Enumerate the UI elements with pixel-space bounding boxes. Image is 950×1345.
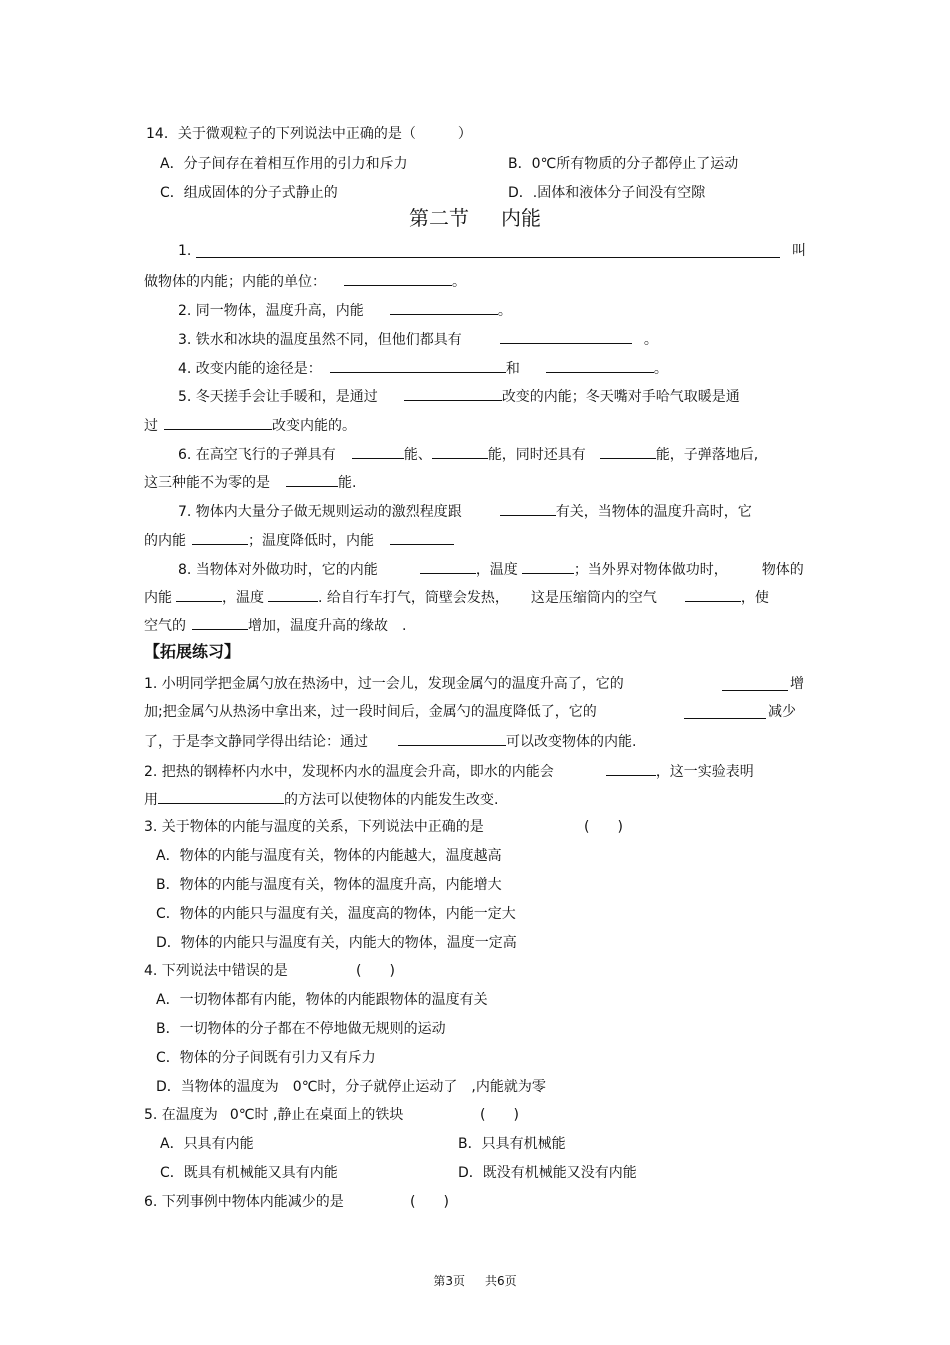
- q14-stem: 14．关于微观粒子的下列说法中正确的是（ ）: [146, 126, 472, 142]
- ex-1-line3: 了，于是李文静同学得出结论：通过 可以改变物体的内能.: [144, 730, 636, 752]
- ex-4-option-d: D．当物体的温度为 0℃时，分子就停止运动了 ,内能就为零: [156, 1079, 546, 1095]
- fill-8-blank-e[interactable]: [685, 586, 741, 602]
- ex-5-stem: 5. 在温度为 0℃时 ,静止在桌面上的铁块: [144, 1107, 404, 1123]
- page-total: 共6页: [485, 1274, 517, 1288]
- page-number: 第3页: [433, 1274, 465, 1288]
- fill-4-blank-b[interactable]: [546, 357, 654, 373]
- expand-section-title: 【拓展练习】: [144, 642, 241, 661]
- fill-8: 8. 当物体对外做功时，它的内能 ，温度 ；当外界对物体做功时， 物体的: [178, 558, 804, 580]
- ex-4-option-a: A．一切物体都有内能，物体的内能跟物体的温度有关: [156, 992, 488, 1008]
- ex-2-blank-a[interactable]: [606, 760, 656, 776]
- ex-1-end: 增: [790, 676, 804, 692]
- q14-option-b: B．0℃所有物质的分子都停止了运动: [508, 156, 739, 172]
- page-footer: [0, 1272, 950, 1289]
- ex-1-blank-c[interactable]: [398, 730, 506, 746]
- ex-3-option-a: A．物体的内能与温度有关，物体的内能越大，温度越高: [156, 848, 502, 864]
- fill-7-blank-a[interactable]: [500, 500, 556, 516]
- fill-7-cont: 的内能 ；温度降低时，内能: [144, 529, 454, 551]
- ex-1-blank-b[interactable]: [684, 703, 766, 719]
- fill-8-blank-a[interactable]: [420, 558, 476, 574]
- ex-1-end2: 减少: [768, 704, 796, 720]
- fill-5-blank-a[interactable]: [404, 385, 502, 401]
- ex-3-paren[interactable]: ( ): [584, 819, 623, 835]
- ex-5-option-a: A．只具有内能: [160, 1136, 254, 1152]
- fill-8-blank-d[interactable]: [268, 586, 318, 602]
- ex-3-stem: 3. 关于物体的内能与温度的关系，下列说法中正确的是: [144, 819, 484, 835]
- ex-5-option-b: B．只具有机械能: [458, 1136, 566, 1152]
- fill-6-blank-a[interactable]: [352, 443, 404, 459]
- fill-1-unit-blank[interactable]: [344, 270, 452, 286]
- ex-6-stem: 6. 下列事例中物体内能减少的是: [144, 1194, 344, 1210]
- fill-6-blank-d[interactable]: [286, 471, 338, 487]
- fill-6: 6. 在高空飞行的子弹具有 能、 能，同时还具有 能，子弹落地后,: [178, 443, 758, 465]
- fill-8-cont: 内能 ，温度 . 给自行车打气，筒壁会发热， 这是压缩筒内的空气 ，使: [144, 586, 769, 608]
- ex-6-paren[interactable]: ( ): [410, 1194, 449, 1210]
- fill-8-blank-b[interactable]: [522, 558, 574, 574]
- fill-1-end: 叫: [792, 243, 806, 259]
- section-title-part1: 第二节: [409, 206, 469, 230]
- fill-3: 3. 铁水和冰块的温度虽然不同，但他们都具有 。: [178, 328, 658, 350]
- fill-1-blank[interactable]: [196, 242, 780, 258]
- ex-1-blank-a[interactable]: [722, 675, 788, 691]
- q14-option-c: C．组成固体的分子式静止的: [160, 185, 338, 201]
- ex-4-stem: 4. 下列说法中错误的是: [144, 963, 288, 979]
- ex-1-line2: 加;把金属勺从热汤中拿出来，过一段时间后，金属勺的温度降低了，它的: [144, 704, 597, 720]
- fill-6-blank-b[interactable]: [432, 443, 488, 459]
- q14-option-d: D．.固体和液体分子间没有空隙: [508, 185, 706, 201]
- fill-5: 5. 冬天搓手会让手暖和，是通过 改变的内能；冬天嘴对手哈气取暖是通: [178, 385, 740, 407]
- fill-8-blank-f[interactable]: [192, 614, 248, 630]
- fill-4-blank-a[interactable]: [330, 357, 506, 373]
- fill-3-blank[interactable]: [500, 328, 632, 344]
- fill-8-blank-c[interactable]: [176, 586, 222, 602]
- fill-8-cont2: 空气的 增加，温度升高的缘故 .: [144, 614, 406, 636]
- fill-4: 4. 改变内能的途径是： 和 。: [178, 357, 668, 379]
- fill-7-blank-c[interactable]: [390, 529, 454, 545]
- ex-1-line1: 1. 小明同学把金属勺放在热汤中，过一会儿，发现金属勺的温度升高了，它的: [144, 676, 624, 692]
- fill-7-blank-b[interactable]: [192, 529, 248, 545]
- fill-5-cont: 过 改变内能的。: [144, 414, 356, 436]
- ex-4-option-b: B．一切物体的分子都在不停地做无规则的运动: [156, 1021, 446, 1037]
- ex-5-paren[interactable]: ( ): [480, 1107, 519, 1123]
- fill-2-blank[interactable]: [390, 299, 498, 315]
- ex-4-option-c: C．物体的分子间既有引力又有斥力: [156, 1050, 376, 1066]
- fill-1-number: 1.: [178, 243, 192, 259]
- fill-1-cont: 做物体的内能；内能的单位： 。: [144, 270, 466, 292]
- ex-3-option-b: B．物体的内能与温度有关，物体的温度升高，内能增大: [156, 877, 502, 893]
- ex-4-paren[interactable]: ( ): [356, 963, 395, 979]
- ex-2-line1: 2. 把热的钢棒杯内水中，发现杯内水的温度会升高，即水的内能会 ，这一实验表明: [144, 760, 754, 782]
- ex-5-option-d: D．既没有机械能又没有内能: [458, 1165, 637, 1181]
- fill-6-blank-c[interactable]: [600, 443, 656, 459]
- fill-2: 2. 同一物体，温度升高，内能 。: [178, 299, 512, 321]
- ex-2-blank-b[interactable]: [158, 788, 284, 804]
- ex-3-option-c: C．物体的内能只与温度有关，温度高的物体，内能一定大: [156, 906, 516, 922]
- fill-6-cont: 这三种能不为零的是 能.: [144, 471, 356, 493]
- fill-5-blank-b[interactable]: [164, 414, 272, 430]
- fill-7: 7. 物体内大量分子做无规则运动的激烈程度跟 有关，当物体的温度升高时，它: [178, 500, 752, 522]
- ex-3-option-d: D．物体的内能只与温度有关，内能大的物体，温度一定高: [156, 935, 517, 951]
- ex-5-option-c: C．既具有机械能又具有内能: [160, 1165, 338, 1181]
- q14-option-a: A．分子间存在着相互作用的引力和斥力: [160, 156, 408, 172]
- section-title: [0, 205, 950, 231]
- section-title-part2: 内能: [501, 206, 541, 230]
- ex-2-line2: 用 的方法可以使物体的内能发生改变.: [144, 788, 498, 810]
